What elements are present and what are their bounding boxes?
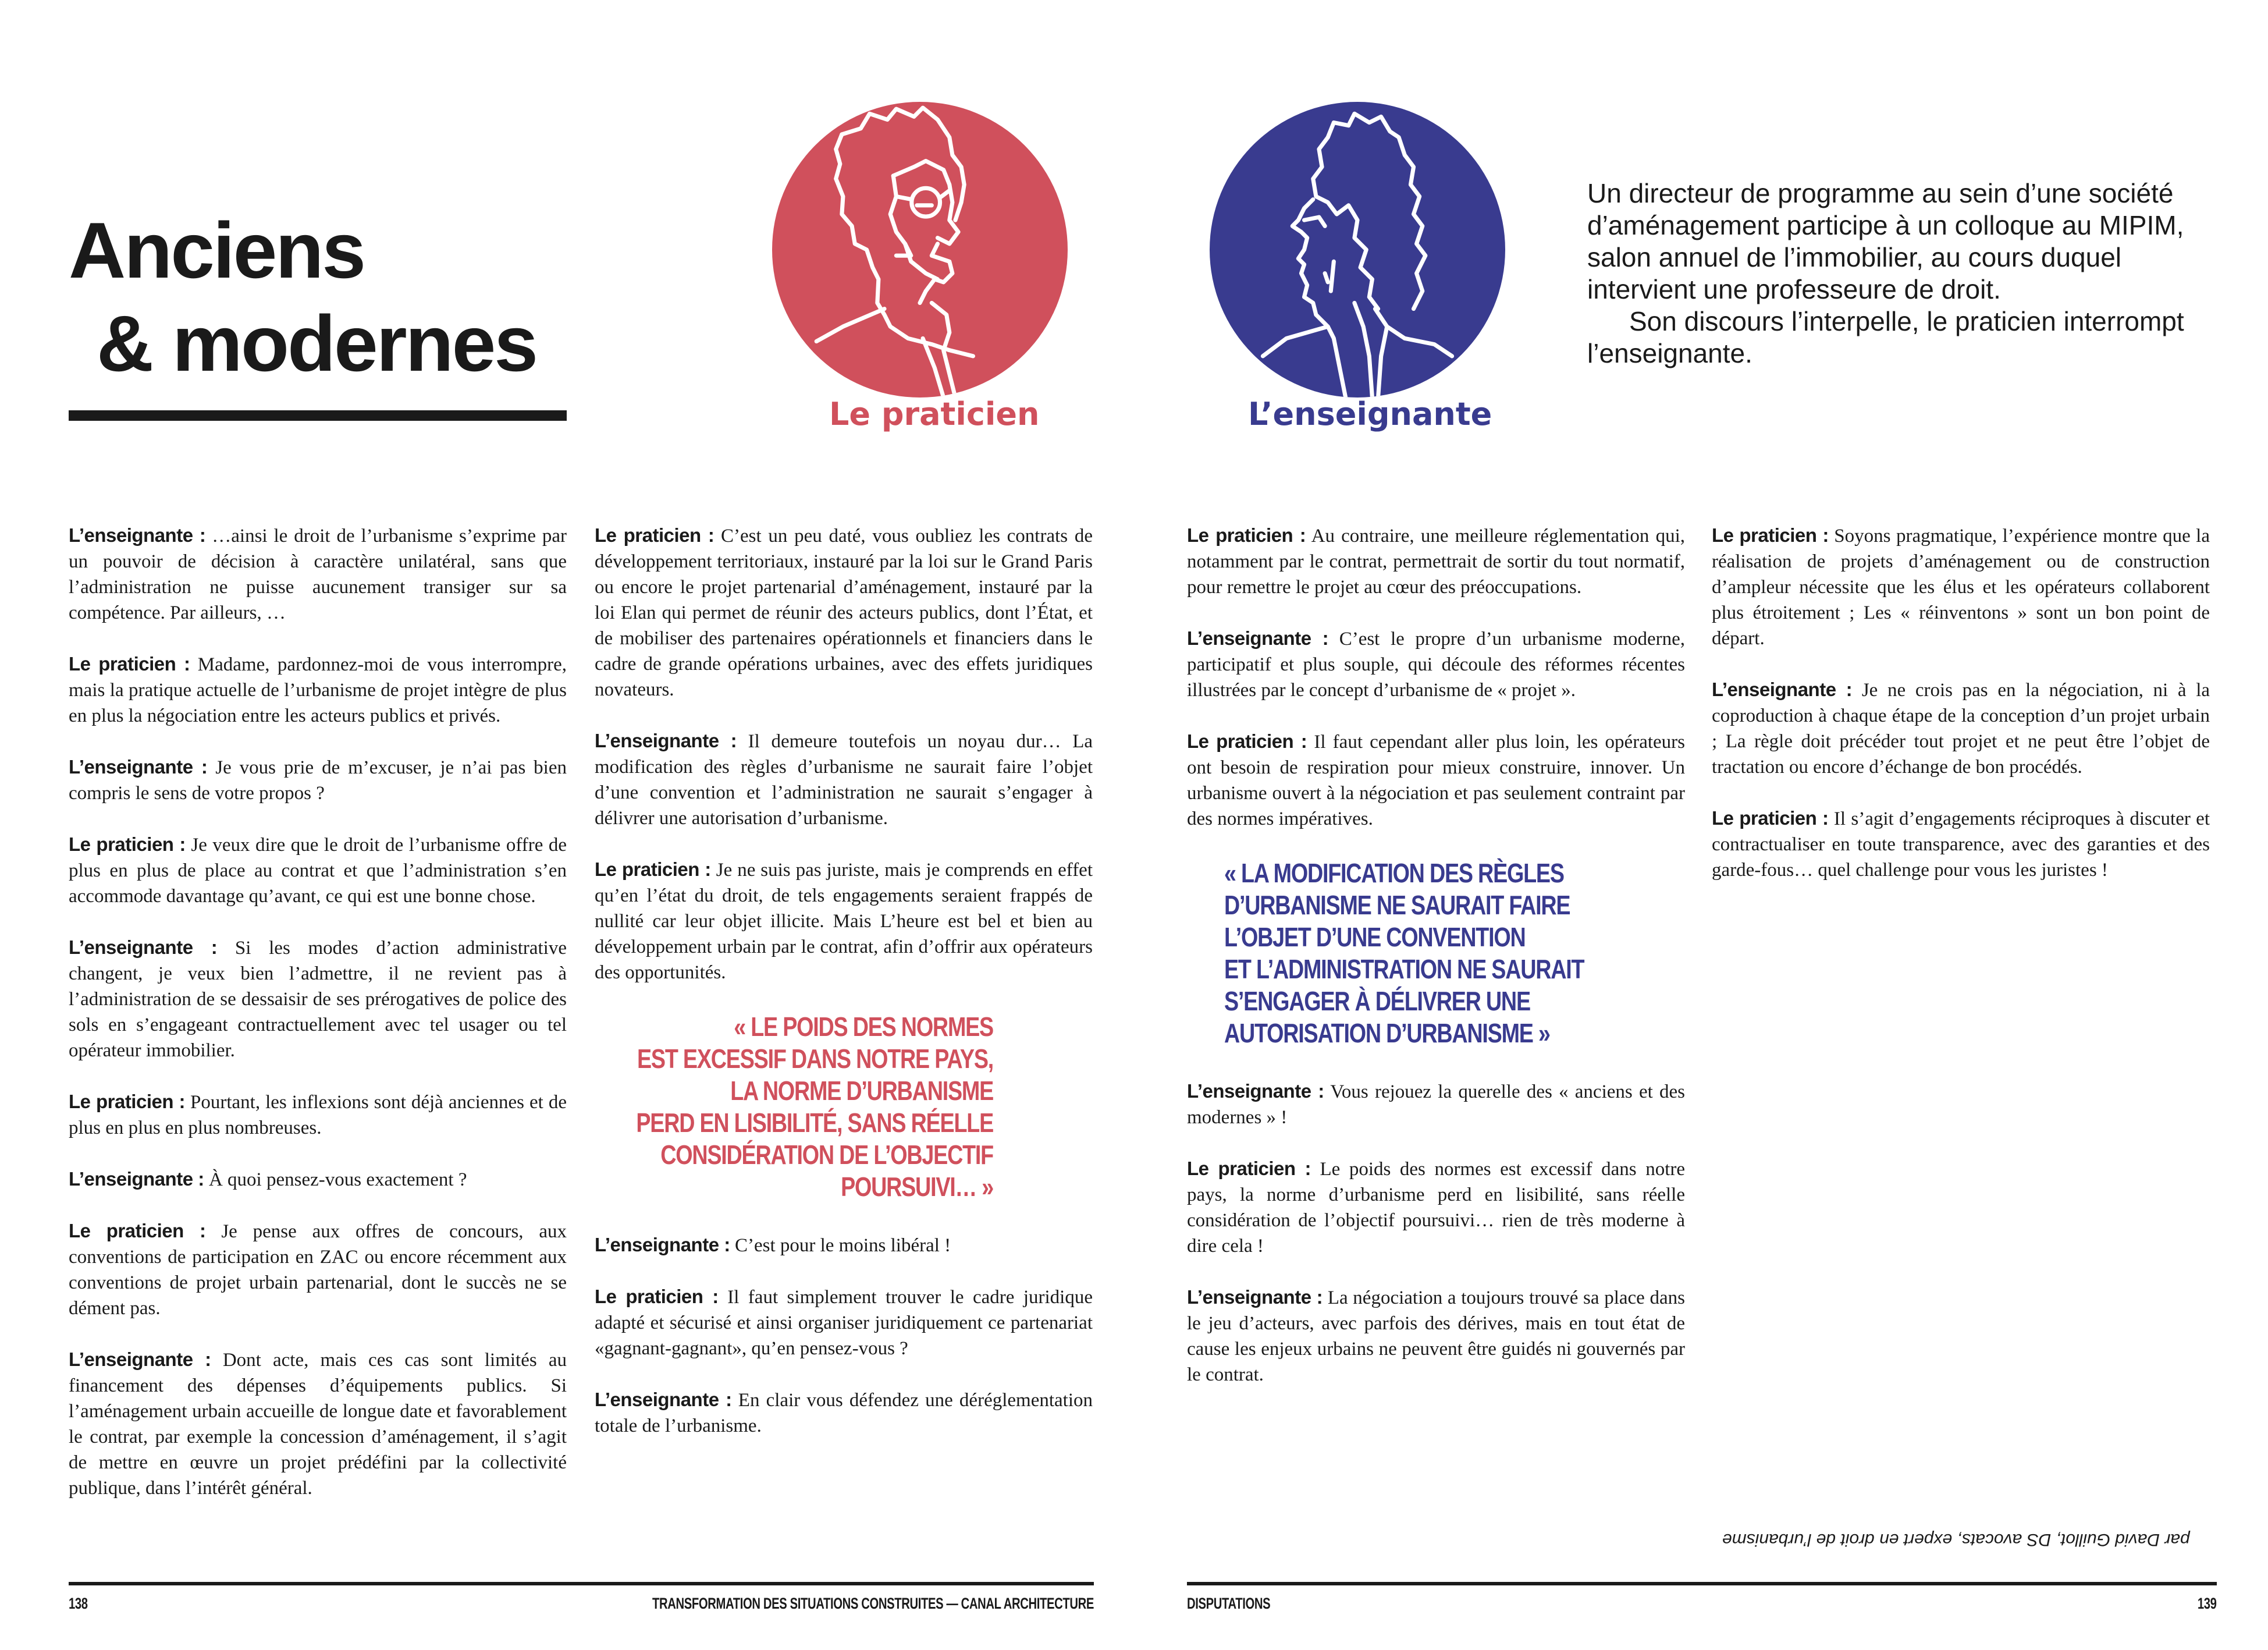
speaker-label: Le praticien :: [69, 833, 186, 855]
portrait-man-glasses-icon: [772, 102, 1068, 398]
turn-text: Je ne crois pas en la négociation, ni à la coproduction à chaque étape de la conception d’un projet urbain ; La règle doit précéder tout projet et ne peut être l’objet de tractation ou encore d’échange de bon procédés.: [1712, 680, 2210, 778]
speaker-label: Le praticien :: [69, 653, 190, 675]
intro-paragraph-1: Un directeur de programme au sein d’une société d’aménagement participe à un colloque au MIPIM, salon annuel de l’immobilier, au cours duquel intervient une professeure de droit.: [1587, 178, 2184, 304]
dialogue-turn: [1712, 806, 2210, 883]
dialogue-turn: [595, 1284, 1093, 1361]
speaker-label: L’enseignante :: [69, 756, 208, 778]
dialogue-turn: [1712, 677, 2210, 780]
character-label-enseignante: L’enseignante: [1248, 396, 1492, 432]
dialogue-turn: [595, 1387, 1093, 1439]
turn-text: Madame, pardonnez-moi de vous interrompre, mais la pratique actuelle de l’urbanisme de projet intègre de plus en plus la négociation entre les acteurs publics et privés.: [69, 654, 567, 726]
title-line-2: & modernes: [97, 299, 536, 388]
page-number-left: 138: [69, 1595, 88, 1612]
pull-quote-line: ET L’ADMINISTRATION NE SAURAIT: [1224, 954, 1584, 984]
turn-text: Je ne suis pas juriste, mais je comprends en effet qu’en l’état du droit, de tels engagements seraient frappés de nullité car leur objet illicite. Mais L’heure est bel et bien au développement urbain par le contrat, afin d’offrir aux opérateurs des opportunités.: [595, 860, 1093, 983]
dialogue-turn: [1187, 523, 1685, 600]
speaker-label: L’enseignante :: [1712, 679, 1853, 700]
turn-text: La négociation a toujours trouvé sa place dans le jeu d’acteurs, avec parfois des dérives, mais en tout état de cause les enjeux urbains ne peuvent être guidés ni gouvernés par le contrat.: [1187, 1287, 1685, 1385]
pull-quote-line: D’URBANISME NE SAURAIT FAIRE: [1224, 890, 1570, 920]
speaker-label: L’enseignante :: [1187, 1286, 1323, 1308]
pull-quote-praticien: [621, 1011, 993, 1203]
speaker-label: Le praticien :: [69, 1091, 185, 1112]
pull-quote-line: « LA MODIFICATION DES RÈGLES: [1224, 858, 1564, 888]
speaker-label: Le praticien :: [69, 1220, 206, 1241]
footer-rule-right: [1187, 1582, 2217, 1585]
speaker-label: Le praticien :: [1712, 807, 1829, 829]
dialogue-turn: [69, 651, 567, 729]
turn-text: Je vous prie de m’excuser, je n’ai pas bien compris le sens de votre propos ?: [69, 757, 567, 804]
title-line-1: Anciens: [69, 206, 365, 294]
turn-text: Je pense aux offres de concours, aux conventions de participation en ZAC ou encore récemment aux conventions de projet urbain partenarial, dont le succès ne se dément pas.: [69, 1221, 567, 1319]
dialogue-turn: [69, 1218, 567, 1321]
dialogue-turn: [1187, 1156, 1685, 1259]
turn-text: …ainsi le droit de l’urbanisme s’exprime par un pouvoir de décision à caractère unilatéral, sans que l’administration ne puisse aucunement transiger sur sa compétence. Par ailleurs, …: [69, 526, 567, 623]
speaker-label: Le praticien :: [595, 524, 714, 546]
pull-quote-line: LA NORME D’URBANISME: [730, 1076, 993, 1106]
turn-text: À quoi pensez-vous exactement ?: [204, 1169, 467, 1190]
turn-text: Soyons pragmatique, l’expérience montre que la réalisation de projets d’aménagement ou de construction d’ampleur nécessite que les élus et les opérateurs collaborent plus étroitement ; Les « réinventons » sont un bon point de départ.: [1712, 526, 2210, 649]
turn-text: Je veux dire que le droit de l’urbanisme offre de plus en plus de place au contrat et que l’administration s’en accommode davantage qu’avant, ce qui est une bonne chose.: [69, 835, 567, 907]
pull-quote-line: EST EXCESSIF DANS NOTRE PAYS,: [637, 1044, 993, 1074]
pull-quote-line: AUTORISATION D’URBANISME »: [1224, 1018, 1550, 1048]
speaker-label: L’enseignante :: [1187, 1080, 1324, 1102]
speaker-label: L’enseignante :: [595, 1389, 732, 1410]
speaker-label: Le praticien :: [1187, 524, 1306, 546]
pull-quote-line: POURSUIVI… »: [841, 1172, 993, 1202]
speaker-label: Le praticien :: [1712, 524, 1829, 546]
dialogue-turn: [69, 935, 567, 1063]
turn-text: C’est un peu daté, vous oubliez les contrats de développement territoriaux, instauré par la loi sur le Grand Paris ou encore le projet partenarial d’aménagement, instauré par la loi Elan qui permet de réunir des acteurs publics, dont l’État, et de mobiliser des partenaires opérationnels et financiers dans le cadre de grande opérations urbaines, avec des effets juridiques novateurs.: [595, 526, 1093, 700]
turn-text: Si les modes d’action administrative changent, je veux bien l’admettre, il ne revient pas à l’administration de se dessaisir de ses prérogatives de police des sols en s’engageant contractuellement avec tel usager ou tel opérateur immobilier.: [69, 938, 567, 1061]
dialogue-column-4: [1712, 523, 2210, 909]
speaker-label: Le praticien :: [595, 1286, 719, 1307]
turn-text: Le poids des normes est excessif dans notre pays, la norme d’urbanisme perd en lisibilité, sans réelle considération de l’objectif poursuivi… rien de très moderne à dire cela !: [1187, 1159, 1685, 1257]
dialogue-turn: [595, 728, 1093, 831]
pull-quote-line: L’OBJET D’UNE CONVENTION: [1224, 922, 1526, 952]
speaker-label: L’enseignante :: [69, 524, 206, 546]
dialogue-turn: [1187, 1078, 1685, 1130]
running-head-left: TRANSFORMATION DES SITUATIONS CONSTRUITES — CANAL ARCHITECTURE: [652, 1595, 1094, 1612]
pull-quote-line: S’ENGAGER À DÉLIVRER UNE: [1224, 986, 1530, 1016]
dialogue-turn: [69, 523, 567, 626]
page-number-right: 139: [2198, 1595, 2217, 1612]
dialogue-turn: [1187, 1284, 1685, 1388]
turn-text: Pourtant, les inflexions sont déjà anciennes et de plus en plus en plus nombreuses.: [69, 1092, 567, 1138]
dialogue-turn: [69, 1089, 567, 1141]
turn-text: Il faut simplement trouver le cadre juridique adapté et sécurisé et ainsi organiser juridiquement ce partenariat «gagnant-gagnant», qu’en pensez-vous ?: [595, 1287, 1093, 1359]
author-credit: par David Guillot, DS avocats, expert en droit de l’urbanisme: [1722, 1530, 2190, 1549]
speaker-label: L’enseignante :: [69, 936, 218, 958]
dialogue-column-3: [1187, 523, 1685, 1413]
turn-text: Au contraire, une meilleure réglementation qui, notamment par le contrat, permettrait de sortir du tout normatif, pour remettre le projet au cœur des préoccupations.: [1187, 526, 1685, 598]
dialogue-column-1: [69, 523, 567, 1527]
turn-text: En clair vous défendez une déréglementation totale de l’urbanisme.: [595, 1390, 1093, 1436]
turn-text: Il faut cependant aller plus loin, les opérateurs ont besoin de respiration pour mieux construire, innover. Un urbanisme ouvert à la négociation et pas seulement contraint par des normes impératives.: [1187, 732, 1685, 829]
turn-text: Dont acte, mais ces cas sont limités au financement des dépenses d’équipements publics. Si l’aménagement urbain accueille de longue date et favorablement le contrat, par exemple la concession d’aménagement, il s’agit de mettre en œuvre un projet prédéfini par la collectivité publique, dans l’intérêt général.: [69, 1350, 567, 1499]
dialogue-turn: [595, 523, 1093, 702]
speaker-label: Le praticien :: [1187, 730, 1307, 752]
dialogue-turn: [1187, 626, 1685, 703]
speaker-label: Le praticien :: [1187, 1158, 1311, 1179]
footer-rule-left: [69, 1582, 1094, 1585]
pull-quote-enseignante: [1224, 857, 1654, 1049]
speaker-label: Le praticien :: [595, 858, 711, 880]
running-head-right: DISPUTATIONS: [1187, 1595, 1271, 1612]
pull-quote-line: « LE POIDS DES NORMES: [734, 1012, 993, 1042]
turn-text: Vous rejouez la querelle des « anciens et des modernes » !: [1187, 1081, 1685, 1128]
turn-text: C’est pour le moins libéral !: [730, 1235, 951, 1256]
dialogue-turn: [69, 1166, 567, 1193]
dialogue-turn: [1712, 523, 2210, 651]
speaker-label: L’enseignante :: [595, 1234, 730, 1255]
dialogue-turn: [69, 754, 567, 806]
turn-text: Il s’agit d’engagements réciproques à discuter et contractualiser en toute transparence, avec des garanties et des garde-fous… quel challenge pour vous les juristes !: [1712, 808, 2210, 881]
speaker-label: L’enseignante :: [595, 730, 737, 751]
turn-text: C’est le propre d’un urbanisme moderne, participatif et plus souple, qui découle des réformes récentes illustrées par le concept d’urbanisme de « projet ».: [1187, 629, 1685, 701]
pull-quote-line: PERD EN LISIBILITÉ, SANS RÉELLE: [636, 1108, 993, 1138]
speaker-label: L’enseignante :: [69, 1349, 211, 1370]
dialogue-turn: [595, 1232, 1093, 1258]
intro-paragraph-2: Son discours l’interpelle, le praticien interrompt l’enseignante.: [1587, 306, 2184, 368]
dialogue-turn: [595, 857, 1093, 985]
page-title: [69, 204, 536, 390]
character-label-praticien: Le praticien: [829, 396, 1040, 432]
dialogue-turn: [1187, 729, 1685, 832]
pull-quote-line: CONSIDÉRATION DE L’OBJECTIF: [660, 1140, 993, 1170]
turn-text: Il demeure toutefois un noyau dur… La modification des règles d’urbanisme ne saurait faire l’objet d’une convention et l’administration ne saurait s’engager à délivrer une autorisation d’urbanisme.: [595, 731, 1093, 829]
dialogue-turn: [69, 832, 567, 909]
dialogue-column-2: [595, 523, 1093, 1464]
speaker-label: L’enseignante :: [1187, 627, 1329, 649]
dialogue-turn: [69, 1347, 567, 1501]
speaker-label: L’enseignante :: [69, 1168, 204, 1190]
title-underline: [69, 410, 567, 421]
